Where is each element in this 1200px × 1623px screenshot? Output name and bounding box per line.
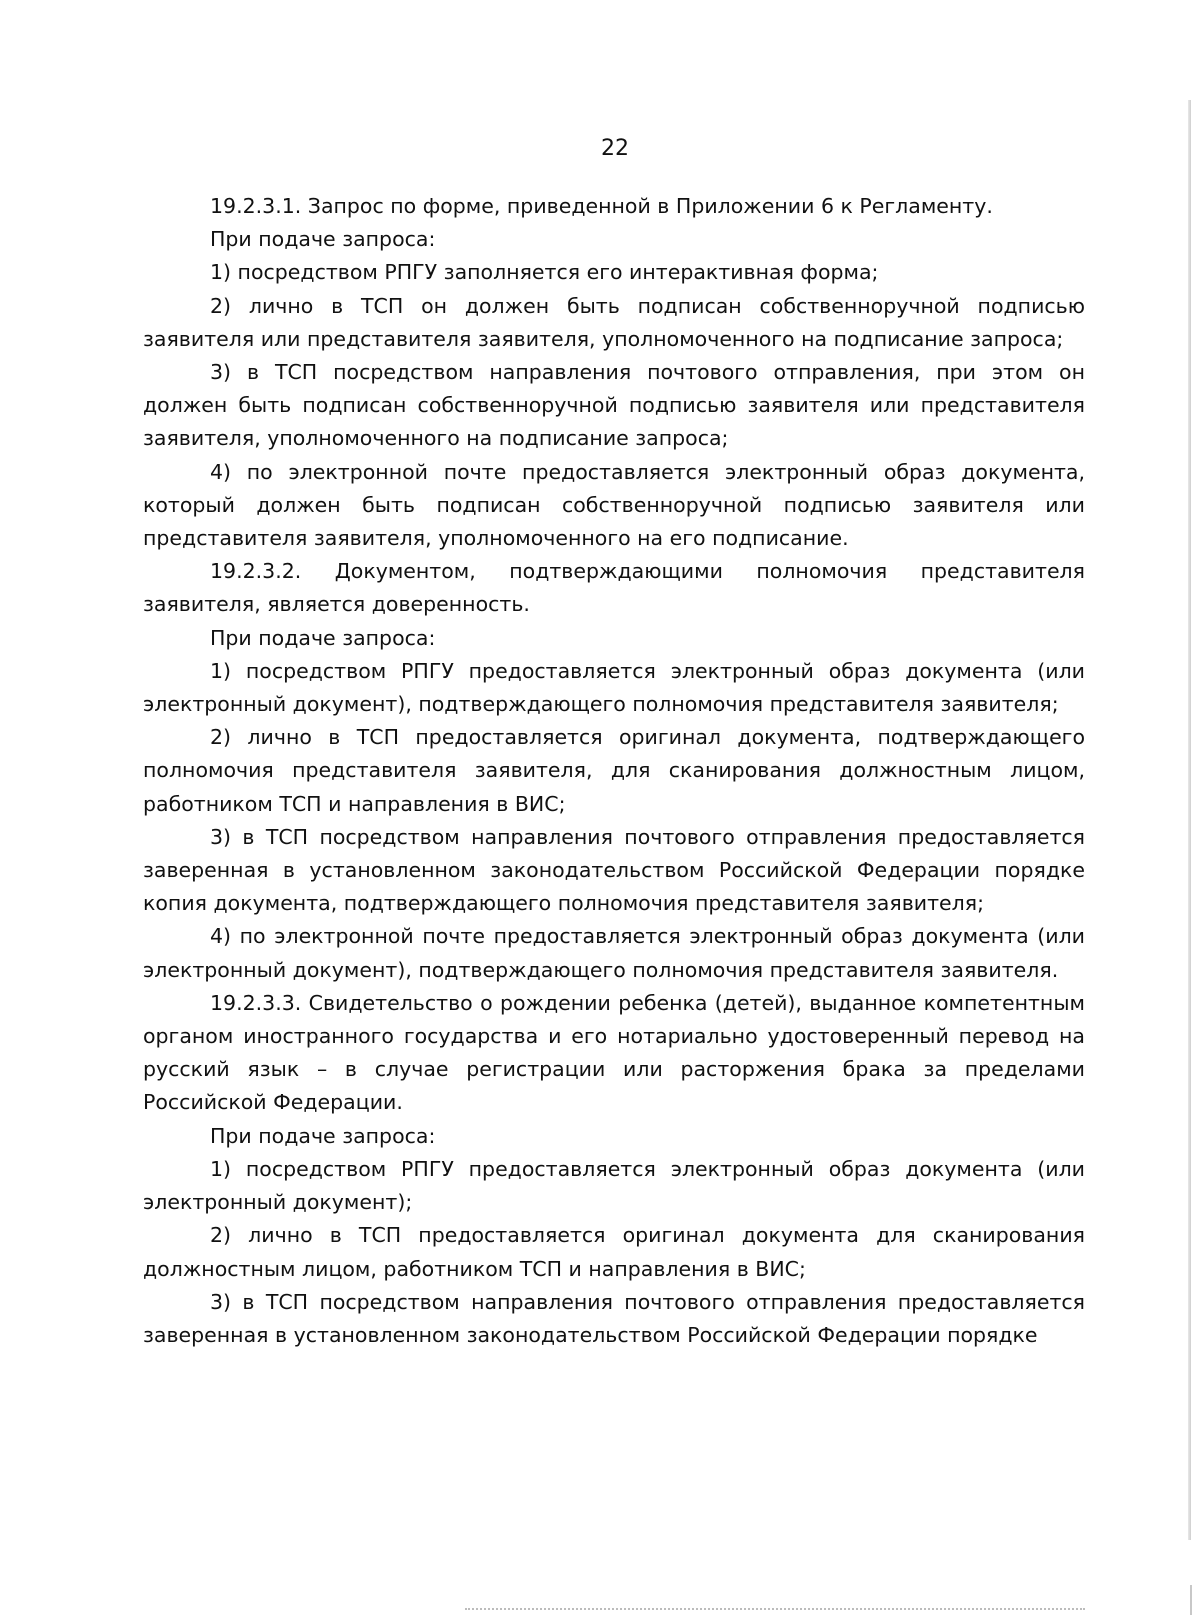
scan-edge-bottom xyxy=(465,1608,1085,1612)
paragraph-submission-intro: При подаче запроса: xyxy=(210,625,436,650)
paragraph-item-1: 1) посредством РПГУ предоставляется электронный образ документа (или электронный документ); xyxy=(143,1156,1085,1215)
paragraph-item-2: 2) лично в ТСП предоставляется оригинал документа для сканирования должностным лицом, работником ТСП и направления в ВИС; xyxy=(143,1223,1085,1281)
paragraph-19-2-3-2: 19.2.3.2. Документом, подтверждающими полномочия представителя заявителя, является доверенность. xyxy=(143,559,1085,617)
paragraph-item-2: 2) лично в ТСП он должен быть подписан собственноручной подписью заявителя или представителя заявителя, уполномоченного на подписание запроса; xyxy=(143,293,1085,351)
paragraph-submission-intro: При подаче запроса: xyxy=(210,1123,436,1148)
paragraph-item-3: 3) в ТСП посредством направления почтового отправления предоставляется заверенная в установленном законодательством Российской Федерации порядке xyxy=(143,1289,1085,1347)
scan-edge-corner xyxy=(1176,1585,1192,1615)
paragraph-19-2-3-1: 19.2.3.1. Запрос по форме, приведенной в Приложении 6 к Регламенту. xyxy=(210,194,993,218)
paragraph-item-1: 1) посредством РПГУ заполняется его интерактивная форма; xyxy=(210,260,879,285)
paragraph-item-4: 4) по электронной почте предоставляется электронный образ документа (или электронный документ), подтверждающего полномочия представителя заявителя. xyxy=(143,924,1085,982)
paragraph-item-3: 3) в ТСП посредством направления почтового отправления предоставляется заверенная в установленном законодательством Российской Федерации порядке копия документа, подтверждающего полномочия представителя заявителя; xyxy=(143,824,1085,916)
paragraph-item-1: 1) посредством РПГУ предоставляется электронный образ документа (или электронный документ), подтверждающего полномочия представителя заявителя; xyxy=(143,658,1085,717)
paragraph-item-4: 4) по электронной почте предоставляется электронный образ документа, который должен быть подписан собственноручной подписью заявителя или представителя заявителя, уполномоченного на его подписание. xyxy=(143,459,1085,551)
paragraph-submission-intro: При подаче запроса: xyxy=(210,227,436,252)
paragraph-19-2-3-3: 19.2.3.3. Свидетельство о рождении ребенка (детей), выданное компетентным органом иностранного государства и его нотариально удостоверенный перевод на русский язык – в случае регистрации или расторжения брака за пределами Российской Федерации. xyxy=(143,990,1085,1115)
scan-edge-right xyxy=(1188,100,1191,1540)
paragraph-item-3: 3) в ТСП посредством направления почтового отправления, при этом он должен быть подписан собственноручной подписью заявителя или представителя заявителя, уполномоченного на подписание запроса; xyxy=(143,360,1085,451)
page-number: 22 xyxy=(601,136,629,161)
paragraph-item-2: 2) лично в ТСП предоставляется оригинал документа, подтверждающего полномочия представителя заявителя, для сканирования должностным лицом, работником ТСП и направления в ВИС; xyxy=(143,725,1085,816)
document-body xyxy=(143,190,1085,1352)
